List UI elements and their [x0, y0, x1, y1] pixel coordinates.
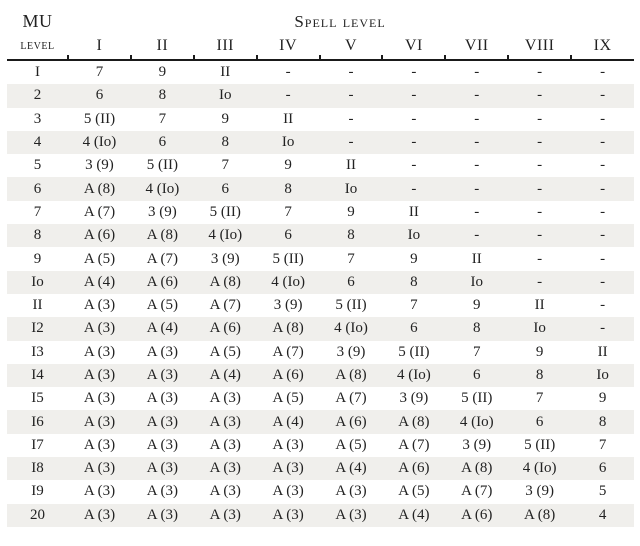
mu-level-cell: I3 — [31, 343, 44, 360]
spell-slot-cell: - — [474, 110, 480, 127]
spell-slot-cell: - — [474, 227, 480, 244]
spell-slot-cell: 6 — [535, 413, 544, 430]
mu-level-cell: I7 — [31, 436, 44, 453]
spell-slot-cell: - — [537, 110, 543, 127]
spell-slot-cell: A (8) — [398, 413, 430, 430]
spell-slot-cell: A (3) — [209, 460, 241, 477]
header-row-top — [7, 3, 634, 32]
spell-slot-cell: A (7) — [146, 250, 178, 267]
spell-slot-cell: II — [597, 343, 608, 360]
spell-slot-cell: A (4) — [83, 273, 116, 290]
table-row — [7, 294, 634, 317]
spell-slot-cell: 7 — [598, 436, 607, 453]
spell-slot-cell: Io — [218, 87, 232, 104]
spell-slot-cell: 7 — [95, 64, 104, 81]
mu-level-cell: I6 — [31, 413, 44, 430]
spell-slot-cell: A (5) — [83, 250, 116, 267]
spell-slot-cell: A (3) — [272, 460, 304, 477]
spell-slot-cell: A (4) — [398, 506, 430, 523]
column-header-spell-level: III — [194, 32, 257, 60]
spell-slot-cell: A (3) — [272, 436, 304, 453]
spell-slot-cell: Io — [596, 367, 609, 383]
spell-slot-cell: - — [600, 134, 606, 151]
spell-slot-cell: 5 (II) — [209, 203, 241, 220]
spell-slot-cell: - — [537, 134, 543, 151]
spell-slot-cell: 7 — [473, 343, 481, 360]
table-row — [7, 480, 634, 503]
spell-slot-cell: - — [348, 87, 354, 104]
spell-slot-cell: 9 — [598, 390, 607, 407]
spell-slot-cell: - — [474, 64, 480, 81]
spell-slot-cell: A (6) — [272, 367, 304, 383]
spell-slot-cell: A (6) — [146, 273, 178, 290]
mu-level-cell: I9 — [31, 483, 44, 500]
spell-slot-cell: 8 — [598, 413, 607, 430]
spell-slot-cell: 7 — [535, 390, 544, 407]
spell-slot-cell: II — [408, 203, 419, 220]
spell-slot-cell: A (3) — [272, 483, 304, 500]
spell-slot-cell: A (7) — [83, 203, 116, 220]
spell-slot-cell: 6 — [473, 367, 481, 383]
spell-slot-cell: A (7) — [461, 483, 493, 500]
mu-level-cell: I8 — [31, 460, 44, 477]
mu-level-cell: I2 — [31, 320, 44, 337]
spell-slot-cell: - — [537, 64, 543, 81]
column-header-spell-level: VII — [445, 32, 508, 60]
spell-slot-cell: A (3) — [83, 506, 116, 523]
spell-slot-cell: - — [600, 227, 606, 244]
spell-slot-cell: - — [411, 87, 417, 104]
spell-slot-cell: Io — [470, 273, 484, 290]
column-header-spell-level: IV — [257, 32, 320, 60]
spell-slot-cell: - — [537, 227, 543, 244]
spell-slot-cell: 9 — [535, 343, 544, 360]
mu-level-cell: 6 — [33, 180, 42, 197]
spell-slot-cell: A (3) — [209, 413, 241, 430]
mu-level-cell: Io — [31, 273, 44, 290]
spell-slot-cell: A (4) — [209, 367, 241, 383]
table-row — [7, 154, 634, 177]
spell-slot-cell: - — [600, 320, 606, 337]
spell-slot-cell: A (3) — [146, 390, 178, 407]
spell-slot-cell: 6 — [284, 227, 292, 244]
spell-slot-cell: A (8) — [524, 506, 556, 523]
spell-slot-cell: - — [600, 250, 606, 267]
spell-slot-cell: - — [348, 110, 354, 127]
spell-slot-cell: A (5) — [398, 483, 430, 500]
table-row — [7, 131, 634, 154]
spell-slot-cell: A (6) — [335, 413, 367, 430]
spell-slot-cell: 5 (II) — [524, 436, 556, 453]
spell-slot-cell: 4 (Io) — [397, 367, 431, 383]
table-header — [7, 3, 634, 60]
spell-slot-cell: - — [600, 180, 606, 197]
spell-slot-cell: 8 — [158, 87, 167, 104]
spell-slot-cell: 5 (II) — [335, 297, 367, 314]
spell-slot-cell: A (8) — [146, 227, 178, 244]
table-row — [7, 387, 634, 410]
spell-slot-cell: A (6) — [83, 227, 116, 244]
spell-slot-cell: A (8) — [83, 180, 116, 197]
spell-slot-cell: A (3) — [146, 460, 178, 477]
mu-level-cell: 20 — [30, 506, 45, 523]
mu-level-cell: I4 — [31, 367, 44, 383]
table-row — [7, 108, 634, 131]
spell-slot-cell: A (5) — [272, 390, 304, 407]
spell-slot-cell: A (7) — [398, 436, 430, 453]
spell-slot-cell: 3 (9) — [147, 203, 177, 220]
spell-slot-cell: II — [534, 297, 545, 314]
mu-level-cell: 3 — [33, 110, 42, 127]
table-row — [7, 457, 634, 480]
table-row — [7, 504, 634, 527]
table-row — [7, 364, 634, 387]
column-header-spell-level: II — [131, 32, 194, 60]
spell-slot-cell: - — [537, 87, 543, 104]
spell-slot-cell: - — [411, 64, 417, 81]
spell-slot-cell: 4 (Io) — [334, 320, 368, 337]
spell-slot-cell: - — [411, 180, 417, 197]
spell-slot-cell: - — [600, 297, 606, 314]
spell-slot-cell: A (3) — [209, 506, 241, 523]
spell-slot-cell: - — [474, 134, 480, 151]
spell-slot-cell: - — [474, 157, 480, 174]
spell-slot-cell: 5 (II) — [398, 343, 430, 360]
spell-slot-cell: A (8) — [461, 460, 493, 477]
spell-slot-cell: 5 (II) — [461, 390, 493, 407]
spell-slot-cell: 6 — [95, 87, 104, 104]
mu-level-cell: 7 — [33, 203, 42, 220]
mu-level-cell: I — [35, 64, 40, 81]
spell-slot-cell: - — [537, 203, 543, 220]
table-body — [7, 60, 634, 527]
table-row — [7, 410, 634, 433]
spell-slot-cell: - — [537, 180, 543, 197]
spell-slot-cell: - — [537, 157, 543, 174]
spell-slot-cell: 4 — [598, 506, 607, 523]
column-header-spell-level: VI — [382, 32, 445, 60]
spell-slot-cell: 4 (Io) — [522, 460, 557, 477]
spell-slot-cell: 4 (Io) — [271, 273, 305, 290]
table-row — [7, 60, 634, 84]
spell-slot-cell: A (8) — [335, 367, 367, 383]
spell-slot-cell: - — [600, 87, 606, 104]
spell-slot-cell: 3 (9) — [462, 436, 492, 453]
spell-slot-cell: 9 — [284, 157, 292, 174]
spell-slot-cell: - — [537, 250, 543, 267]
mu-level-cell: 2 — [33, 87, 42, 104]
spell-slot-cell: 6 — [347, 273, 355, 290]
mu-title: MU — [22, 11, 53, 31]
spell-slot-cell: 7 — [410, 297, 418, 314]
spell-slot-cell: 7 — [158, 110, 167, 127]
spell-slot-cell: 3 (9) — [273, 297, 303, 314]
spell-slot-cell: Io — [407, 227, 421, 244]
spell-slot-cell: 4 (Io) — [208, 227, 243, 244]
spell-level-span-header: Spell level — [294, 12, 386, 31]
spell-slot-cell: - — [600, 157, 606, 174]
spell-slot-cell: 7 — [347, 250, 355, 267]
spell-slot-cell: A (3) — [83, 390, 116, 407]
spell-slot-cell: II — [220, 64, 231, 81]
spell-slot-cell: A (3) — [209, 390, 241, 407]
spell-slot-cell: A (3) — [146, 506, 178, 523]
table-row — [7, 271, 634, 294]
spell-slot-cell: A (3) — [83, 483, 116, 500]
table-row — [7, 434, 634, 457]
spell-slot-cell: 7 — [221, 157, 229, 174]
spell-slot-cell: 8 — [410, 273, 418, 290]
spell-slot-cell: 9 — [473, 297, 481, 314]
spell-slot-cell: A (8) — [209, 273, 241, 290]
spell-slot-cell: 8 — [473, 320, 481, 337]
table-row — [7, 224, 634, 247]
spell-slot-cell: - — [411, 157, 417, 174]
spell-slot-cell: A (5) — [335, 436, 367, 453]
spell-slot-cell: - — [600, 110, 606, 127]
spell-slot-cell: 9 — [347, 203, 355, 220]
spell-slot-cell: A (5) — [209, 343, 241, 360]
spell-slot-cell: - — [348, 64, 354, 81]
spell-slot-cell: A (3) — [83, 413, 116, 430]
spell-slot-cell: - — [600, 273, 606, 290]
spell-slot-cell: 4 (Io) — [145, 180, 180, 197]
spell-slot-cell: A (3) — [209, 483, 241, 500]
column-header-spell-level: IX — [571, 32, 634, 60]
document-page — [0, 3, 640, 546]
spell-slot-cell: A (3) — [146, 413, 178, 430]
table-row — [7, 177, 634, 200]
spell-slot-cell: - — [537, 273, 543, 290]
spell-slot-cell: - — [474, 180, 480, 197]
table-row — [7, 317, 634, 340]
spell-slot-cell: 3 (9) — [210, 250, 240, 267]
spell-slot-cell: 8 — [284, 180, 292, 197]
spell-slot-cell: A (6) — [209, 320, 241, 337]
spell-slot-cell: 5 (II) — [272, 250, 304, 267]
spell-slot-cell: 8 — [347, 227, 355, 244]
spell-slot-cell: A (6) — [398, 460, 430, 477]
spell-slot-cell: Io — [281, 134, 295, 151]
mu-level-cell: 4 — [33, 134, 42, 151]
column-header-spell-level: I — [68, 32, 131, 60]
mu-level-cell: I5 — [31, 390, 44, 407]
spell-slot-cell: A (8) — [272, 320, 304, 337]
spell-slot-cell: Io — [533, 320, 546, 337]
spell-slot-cell: A (6) — [461, 506, 493, 523]
spell-slot-cell: A (7) — [272, 343, 304, 360]
spell-slot-cell: Io — [344, 180, 358, 197]
table-row — [7, 201, 634, 224]
spell-slot-cell: - — [285, 87, 291, 104]
spell-slot-cell: A (3) — [83, 320, 116, 337]
spell-slot-cell: A (7) — [209, 297, 241, 314]
spell-slot-cell: II — [283, 110, 294, 127]
spell-slot-cell: A (4) — [272, 413, 304, 430]
spell-slot-cell: A (3) — [146, 367, 178, 383]
spell-slot-cell: A (3) — [146, 483, 178, 500]
column-header-spell-level: VIII — [508, 32, 571, 60]
spell-slot-cell: 5 — [598, 483, 607, 500]
spell-slot-cell: A (7) — [335, 390, 367, 407]
spell-slot-cell: 8 — [221, 134, 229, 151]
spell-slot-cell: 3 (9) — [525, 483, 555, 500]
spell-slot-cell: A (3) — [209, 436, 241, 453]
spell-slot-cell: A (3) — [83, 297, 116, 314]
spell-slot-cell: 7 — [284, 203, 292, 220]
spell-slot-cell: 4 (Io) — [459, 413, 494, 430]
spell-slot-cell: 4 (Io) — [82, 134, 117, 151]
mu-level-cell: 9 — [33, 250, 42, 267]
spell-slot-cell: II — [346, 157, 356, 174]
spell-slot-cell: A (3) — [272, 506, 304, 523]
spell-slot-cell: A (3) — [83, 436, 116, 453]
spell-slot-cell: A (3) — [335, 506, 367, 523]
table-row — [7, 341, 634, 364]
mu-level-cell: 8 — [33, 227, 42, 244]
spell-slot-cell: A (4) — [335, 460, 367, 477]
spell-slot-cell: 9 — [410, 250, 418, 267]
mu-level-cell: 5 — [33, 157, 42, 174]
mu-level-cell: II — [32, 297, 43, 314]
spell-slot-cell: - — [411, 110, 417, 127]
spell-slot-cell: 5 (II) — [83, 110, 116, 127]
mu-subtitle: level — [7, 32, 68, 60]
table-row — [7, 84, 634, 107]
spell-slot-cell: II — [471, 250, 482, 267]
spell-slot-cell: 9 — [158, 64, 167, 81]
spell-slot-cell: A (3) — [83, 367, 116, 383]
mu-spell-level-table — [7, 3, 634, 527]
spell-slot-cell: 6 — [410, 320, 418, 337]
spell-slot-cell: 9 — [221, 110, 229, 127]
spell-slot-cell: - — [474, 87, 480, 104]
spell-slot-cell: A (3) — [146, 436, 178, 453]
spell-slot-cell: 5 (II) — [146, 157, 178, 174]
spell-slot-cell: A (3) — [146, 343, 178, 360]
spell-slot-cell: 3 (9) — [399, 390, 429, 407]
spell-slot-cell: - — [348, 134, 354, 151]
spell-slot-cell: 6 — [598, 460, 607, 477]
spell-slot-cell: - — [600, 64, 606, 81]
spell-slot-cell: A (3) — [335, 483, 367, 500]
spell-slot-cell: 3 (9) — [85, 157, 114, 174]
spell-slot-cell: - — [285, 64, 291, 81]
header-row-columns — [7, 32, 634, 60]
column-header-spell-level: V — [320, 32, 383, 60]
spell-slot-cell: A (5) — [146, 297, 178, 314]
spell-slot-cell: A (3) — [83, 343, 116, 360]
spell-slot-cell: - — [474, 203, 480, 220]
spell-slot-cell: 3 (9) — [336, 343, 366, 360]
table-row — [7, 247, 634, 270]
spell-slot-cell: A (4) — [146, 320, 178, 337]
spell-slot-cell: A (3) — [83, 460, 116, 477]
spell-slot-cell: 8 — [535, 367, 544, 383]
spell-slot-cell: - — [600, 203, 606, 220]
spell-slot-cell: 6 — [221, 180, 229, 197]
spell-slot-cell: - — [411, 134, 417, 151]
spell-slot-cell: 6 — [158, 134, 167, 151]
